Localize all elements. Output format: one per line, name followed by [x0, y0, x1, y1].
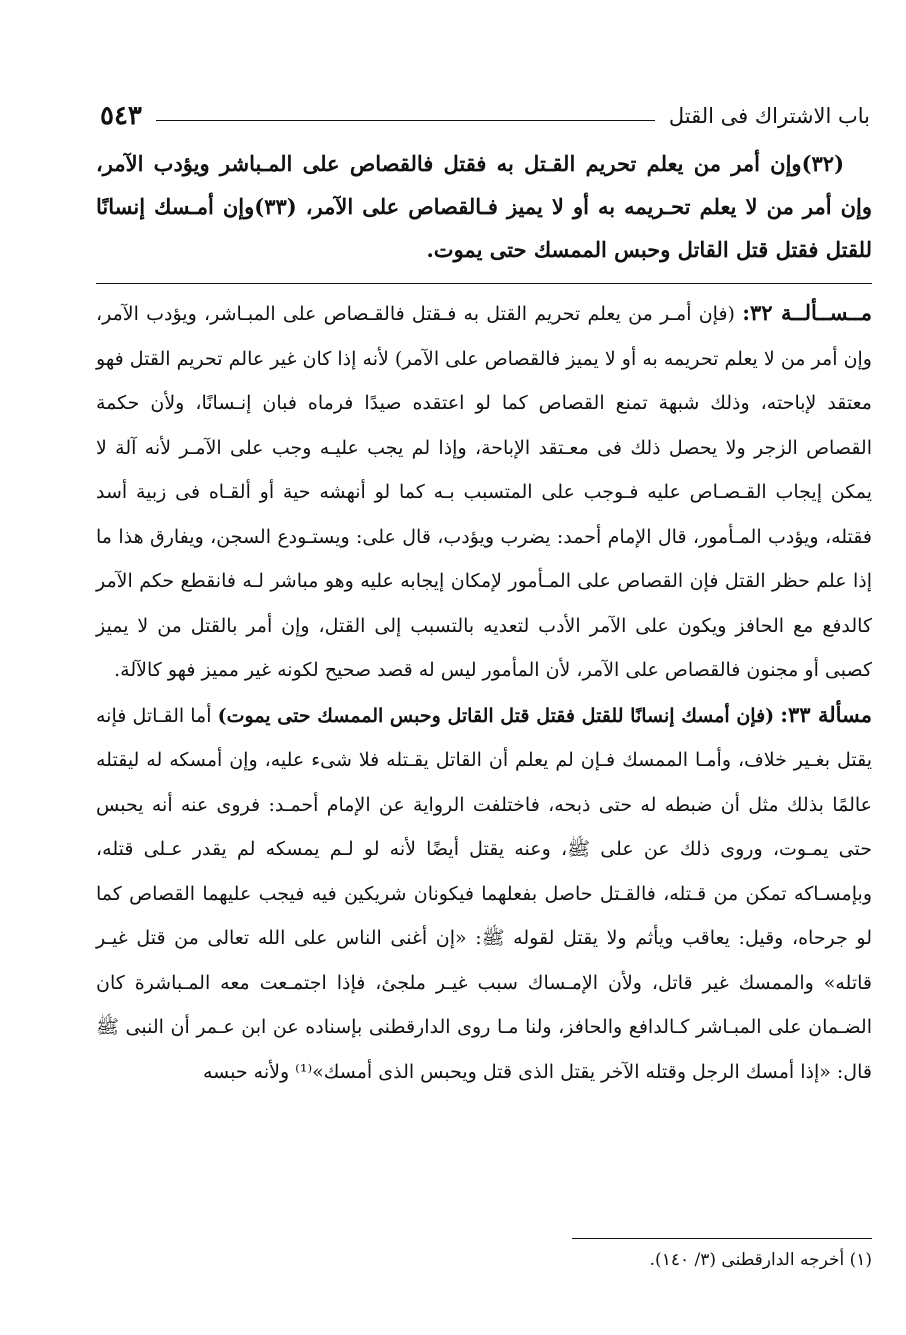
header-rule	[156, 120, 655, 121]
masala-32-label: مــســألــة ٣٢:	[742, 300, 873, 325]
masala-33-body: أما القـاتل فإنه يقتل بغـير خلاف، وأمـا الممسك فـإن لم يعلم أن القاتل يقـتله فلا شىء عليه، وإن أمسكه له ليقتله عالمًا بذلك مثل أن ضبطه له حتى ذبحه، فاختلفت الرواية عن الإمام أحمـد: فروى عنه أنه يحبس حتى يمـوت، وروى ذلك عن على ﷺ، وعنه يقتل أيضًا لأنه لو لـم يمسكه لم يقدر عـلى قتله، وبإمسـاكه تمكن من قـتله، فالقـتل حاصل بفعلهما فيكونان شريكين فيه فيجب عليهما القصاص كما لو جرحاه، وقيل: يعاقب ويأثم ولا يقتل لقوله ﷺ: «إن أغنى الناس على الله تعالى من قتل غيـر قاتله» والممسك غير قاتل، ولأن الإمـساك سبب غيـر ملجئ، فإذا اجتمـعت معه المـباشرة كان الضـمان على المبـاشر كـالدافع والحافز، ولنا مـا روى الدارقطنى بإسناده عن ابن عـمر أن النبى ﷺ قال: «إذا أمسك الرجل وقتله الآخر يقتل الذى قتل ويحبس الذى أمسك»⁽¹⁾ ولأنه حبسه	[96, 704, 872, 1083]
commentary	[96, 291, 872, 1094]
running-header	[100, 96, 870, 136]
masala-33-quote: (فإن أمسك إنسانًا للقتل فقتل قتل القاتل وحبس الممسك حتى يموت)	[217, 704, 775, 727]
masala-32-body: لأنه إذا كان غير عالم تحريم القتل فهو معتقد لإباحته، وذلك شبهة تمنع القصاص كما لو اعتقده صيدًا فرماه فبان إنـسانًا، ولأن حكمة القصاص الزجر ولا يحصل ذلك فى معـتقد الإباحة، وإذا لم يجب عليـه وجب على الآمـر لأنه آلة لا يمكن إيجاب القـصـاص عليه فـوجب على المتسبب بـه كما لو أنهشه حية أو ألقـاه فى زبية أسد فقتله، ويؤدب المـأمور، قال الإمام أحمد: يضرب ويؤدب، قال على: ويستـودع السجن، ويفارق هذا ما إذا علم حظر القتل فإن القصاص على المـأمور لإمكان إيجابه عليه وهو مباشر لـه فانقطع حكم الآمر كالدفع مع الحافز ويكون على الآمر الأدب لتعديه بالتسبب إلى القتل، وإن أمر بالقتل من لا يميز كصبى أو مجنون فالقصاص على الآمر، لأن المأمور ليس له قصد صحيح لكونه غير مميز فهو كالآلة.	[96, 347, 872, 681]
masala-32-quote: (فإن أمـر من يعلم تحريم القتل به فـقتل فالقـصاص على المبـاشر، ويؤدب الآمر، وإن أمر من لا يعلم تحريمه به أو لا يميز فالقصاص على الآمر)	[96, 303, 872, 370]
masala-32	[96, 291, 872, 693]
footnote-rule	[572, 1238, 872, 1239]
footnote: (١) أخرجه الدارقطنى (٣/ ١٤٠).	[649, 1250, 872, 1270]
main-text	[96, 142, 872, 271]
masala-33	[96, 693, 872, 1095]
main-text-paragraph: (٣٢)وإن أمر من يعلم تحريم القـتل به فقتل فالقصاص على المـباشر ويؤدب الآمر، وإن أمر من لا يعلم تحـريمه به أو لا يميز فـالقصاص على الآمر، (٣٣)وإن أمـسك إنسانًا للقتل فقتل قتل القاتل وحبس الممسك حتى يموت.	[96, 151, 873, 262]
section-divider	[96, 283, 872, 284]
masala-33-label: مسألة ٣٣:	[780, 701, 872, 727]
page-number: ٥٤٣	[100, 101, 142, 131]
chapter-title: باب الاشتراك فى القتل	[668, 104, 870, 128]
